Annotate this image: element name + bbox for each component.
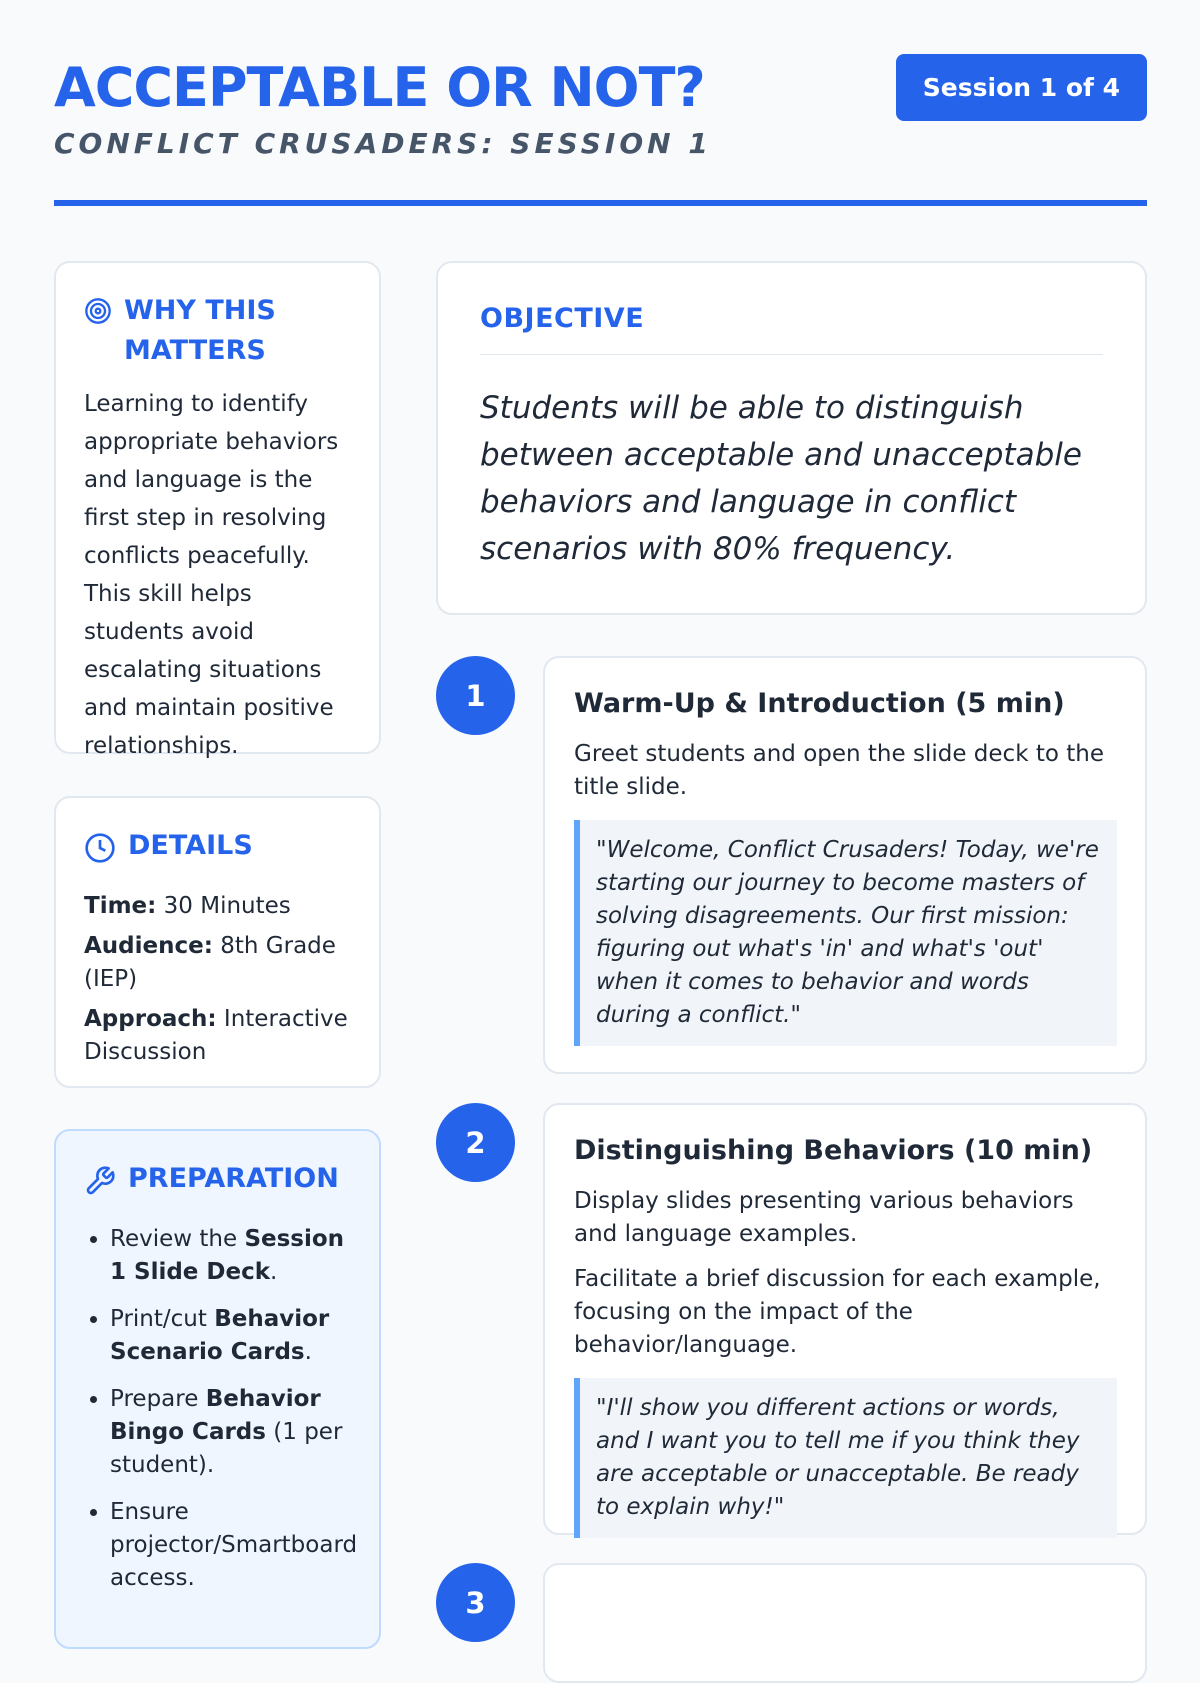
step-quote: "Welcome, Conflict Crusaders! Today, we're starting our journey to become masters of solving disagreements. Our first mission: figuring out what's 'in' and what's 'out' when it comes to behavior and words during a conflict."	[574, 820, 1117, 1046]
detail-approach-value: Interactive Discussion	[84, 1006, 348, 1065]
detail-audience-value: 8th Grade (IEP)	[84, 933, 336, 992]
detail-approach-label: Approach:	[84, 1006, 217, 1032]
why-text: Learning to identify appropriate behaviors and language is the first step in resolving conflicts peacefully. This skill helps students avoid escalating situations and maintain positive relationships.	[84, 391, 339, 759]
objective-card	[436, 261, 1147, 615]
preparation-list	[84, 1223, 358, 1595]
detail-time	[84, 890, 351, 923]
step-paragraph: Facilitate a brief discussion for each example, focusing on the impact of the behavior/language.	[574, 1266, 1101, 1358]
list-item: • Review the Session 1 Slide Deck.	[110, 1223, 351, 1289]
preparation-card	[54, 1129, 381, 1649]
step-card-1	[543, 656, 1147, 1074]
list-item: • Ensure projector/Smartboard access.	[110, 1496, 351, 1595]
why-heading-row	[84, 291, 351, 371]
step-number-1: 1	[436, 656, 515, 735]
header-divider	[54, 200, 1147, 206]
details-card	[54, 796, 381, 1088]
step-number-3: 3	[436, 1563, 515, 1642]
step-card-2	[543, 1103, 1147, 1535]
step-number-2: 2	[436, 1103, 515, 1182]
target-icon	[84, 297, 112, 337]
preparation-heading: PREPARATION	[128, 1163, 339, 1194]
wrench-icon	[84, 1165, 116, 1209]
detail-audience	[84, 930, 351, 996]
step-paragraph: Greet students and open the slide deck to the title slide.	[574, 741, 1104, 800]
step-title: Distinguishing Behaviors (10 min)	[574, 1135, 1093, 1166]
details-heading-row	[84, 826, 351, 876]
detail-time-label: Time:	[84, 893, 157, 919]
list-item: • Prepare Behavior Bingo Cards (1 per student).	[110, 1383, 351, 1482]
session-badge: Session 1 of 4	[896, 54, 1147, 121]
step-quote: "I'll show you different actions or words, and I want you to tell me if you think they are acceptable or unacceptable. Be ready to explain why!"	[574, 1378, 1117, 1538]
objective-label: OBJECTIVE	[480, 303, 1103, 355]
page-title: ACCEPTABLE OR NOT?	[54, 56, 705, 119]
step-paragraph: Display slides presenting various behaviors and language examples.	[574, 1188, 1074, 1247]
detail-approach	[84, 1003, 351, 1069]
why-heading: WHY THIS MATTERS	[124, 295, 276, 366]
page-header	[54, 52, 1147, 164]
objective-text: Students will be able to distinguish between acceptable and unacceptable behaviors and language in conflict scenarios with 80% frequency.	[480, 390, 1082, 567]
page-subtitle: CONFLICT CRUSADERS: SESSION 1	[54, 127, 712, 160]
detail-audience-label: Audience:	[84, 933, 213, 959]
preparation-heading-row	[84, 1159, 351, 1209]
detail-time-value: 30 Minutes	[163, 893, 291, 919]
list-item: • Print/cut Behavior Scenario Cards.	[110, 1303, 351, 1369]
details-heading: DETAILS	[128, 830, 253, 861]
step-card-3	[543, 1563, 1147, 1683]
step-title: Warm-Up & Introduction (5 min)	[574, 688, 1065, 719]
why-card	[54, 261, 381, 759]
clock-icon	[84, 832, 116, 876]
